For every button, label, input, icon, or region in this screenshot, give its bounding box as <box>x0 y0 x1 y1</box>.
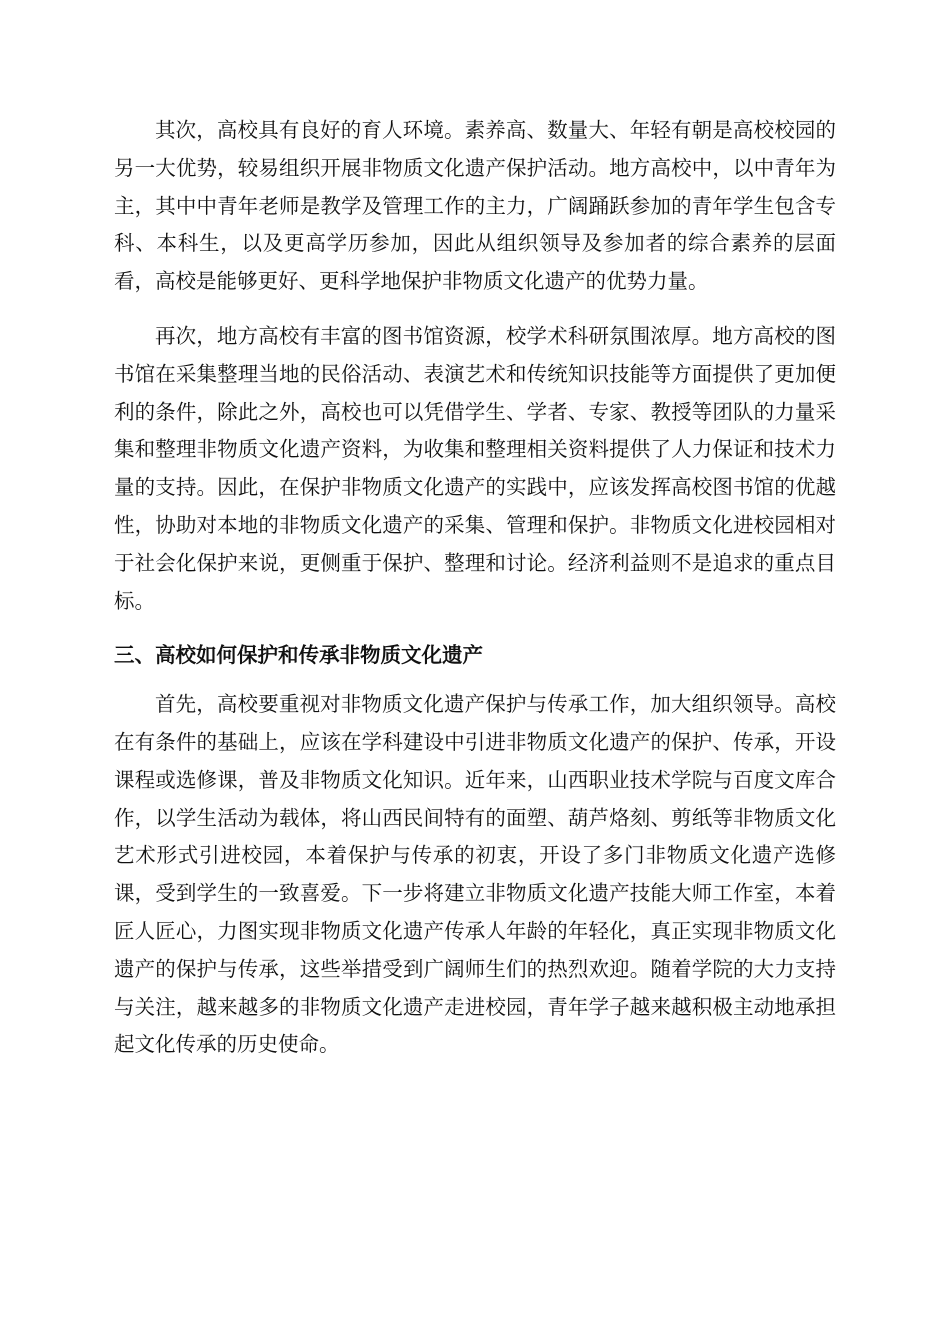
document-page <box>114 112 836 1064</box>
paragraph-education-environment: 其次，高校具有良好的育人环境。素养高、数量大、年轻有朝是高校校园的另一大优势，较易组织开展非物质文化遗产保护活动。地方高校中，以中青年为主，其中中青年老师是教学及管理工作的主力，广阔踊跃参加的青年学生包含专科、本科生，以及更高学历参加，因此从组织领导及参加者的综合素养的层面看，高校是能够更好、更科学地保护非物质文化遗产的优势力量。 <box>114 118 836 294</box>
section-heading: 三、高校如何保护和传承非物质文化遗产 <box>114 643 483 668</box>
paragraph-protection-measures: 首先，高校要重视对非物质文化遗产保护与传承工作，加大组织领导。高校在有条件的基础上，应该在学科建设中引进非物质文化遗产的保护、传承，开设课程或选修课，普及非物质文化知识。近年来，山西职业技术学院与百度文库合作，以学生活动为载体，将山西民间特有的面塑、葫芦烙刻、剪纸等非物质文化艺术形式引进校园，本着保护与传承的初衷，开设了多门非物质文化遗产选修课，受到学生的一致喜爱。下一步将建立非物质文化遗产技能大师工作室，本着匠人匠心，力图实现非物质文化遗产传承人年龄的年轻化，真正实现非物质文化遗产的保护与传承，这些举措受到广阔师生们的热烈欢迎。随着学院的大力支持与关注，越来越多的非物质文化遗产走进校园，青年学子越来越积极主动地承担起文化传承的历史使命。 <box>114 692 836 1057</box>
paragraph-library-resources: 再次，地方高校有丰富的图书馆资源，校学术科研氛围浓厚。地方高校的图书馆在采集整理当地的民俗活动、表演艺术和传统知识技能等方面提供了更加便利的条件，除此之外，高校也可以凭借学生、学者、专家、教授等团队的力量采集和整理非物质文化遗产资料，为收集和整理相关资料提供了人力保证和技术力量的支持。因此，在保护非物质文化遗产的实践中，应该发挥高校图书馆的优越性，协助对本地的非物质文化遗产的采集、管理和保护。非物质文化进校园相对于社会化保护来说，更侧重于保护、整理和讨论。经济利益则不是追求的重点目标。 <box>114 323 836 613</box>
